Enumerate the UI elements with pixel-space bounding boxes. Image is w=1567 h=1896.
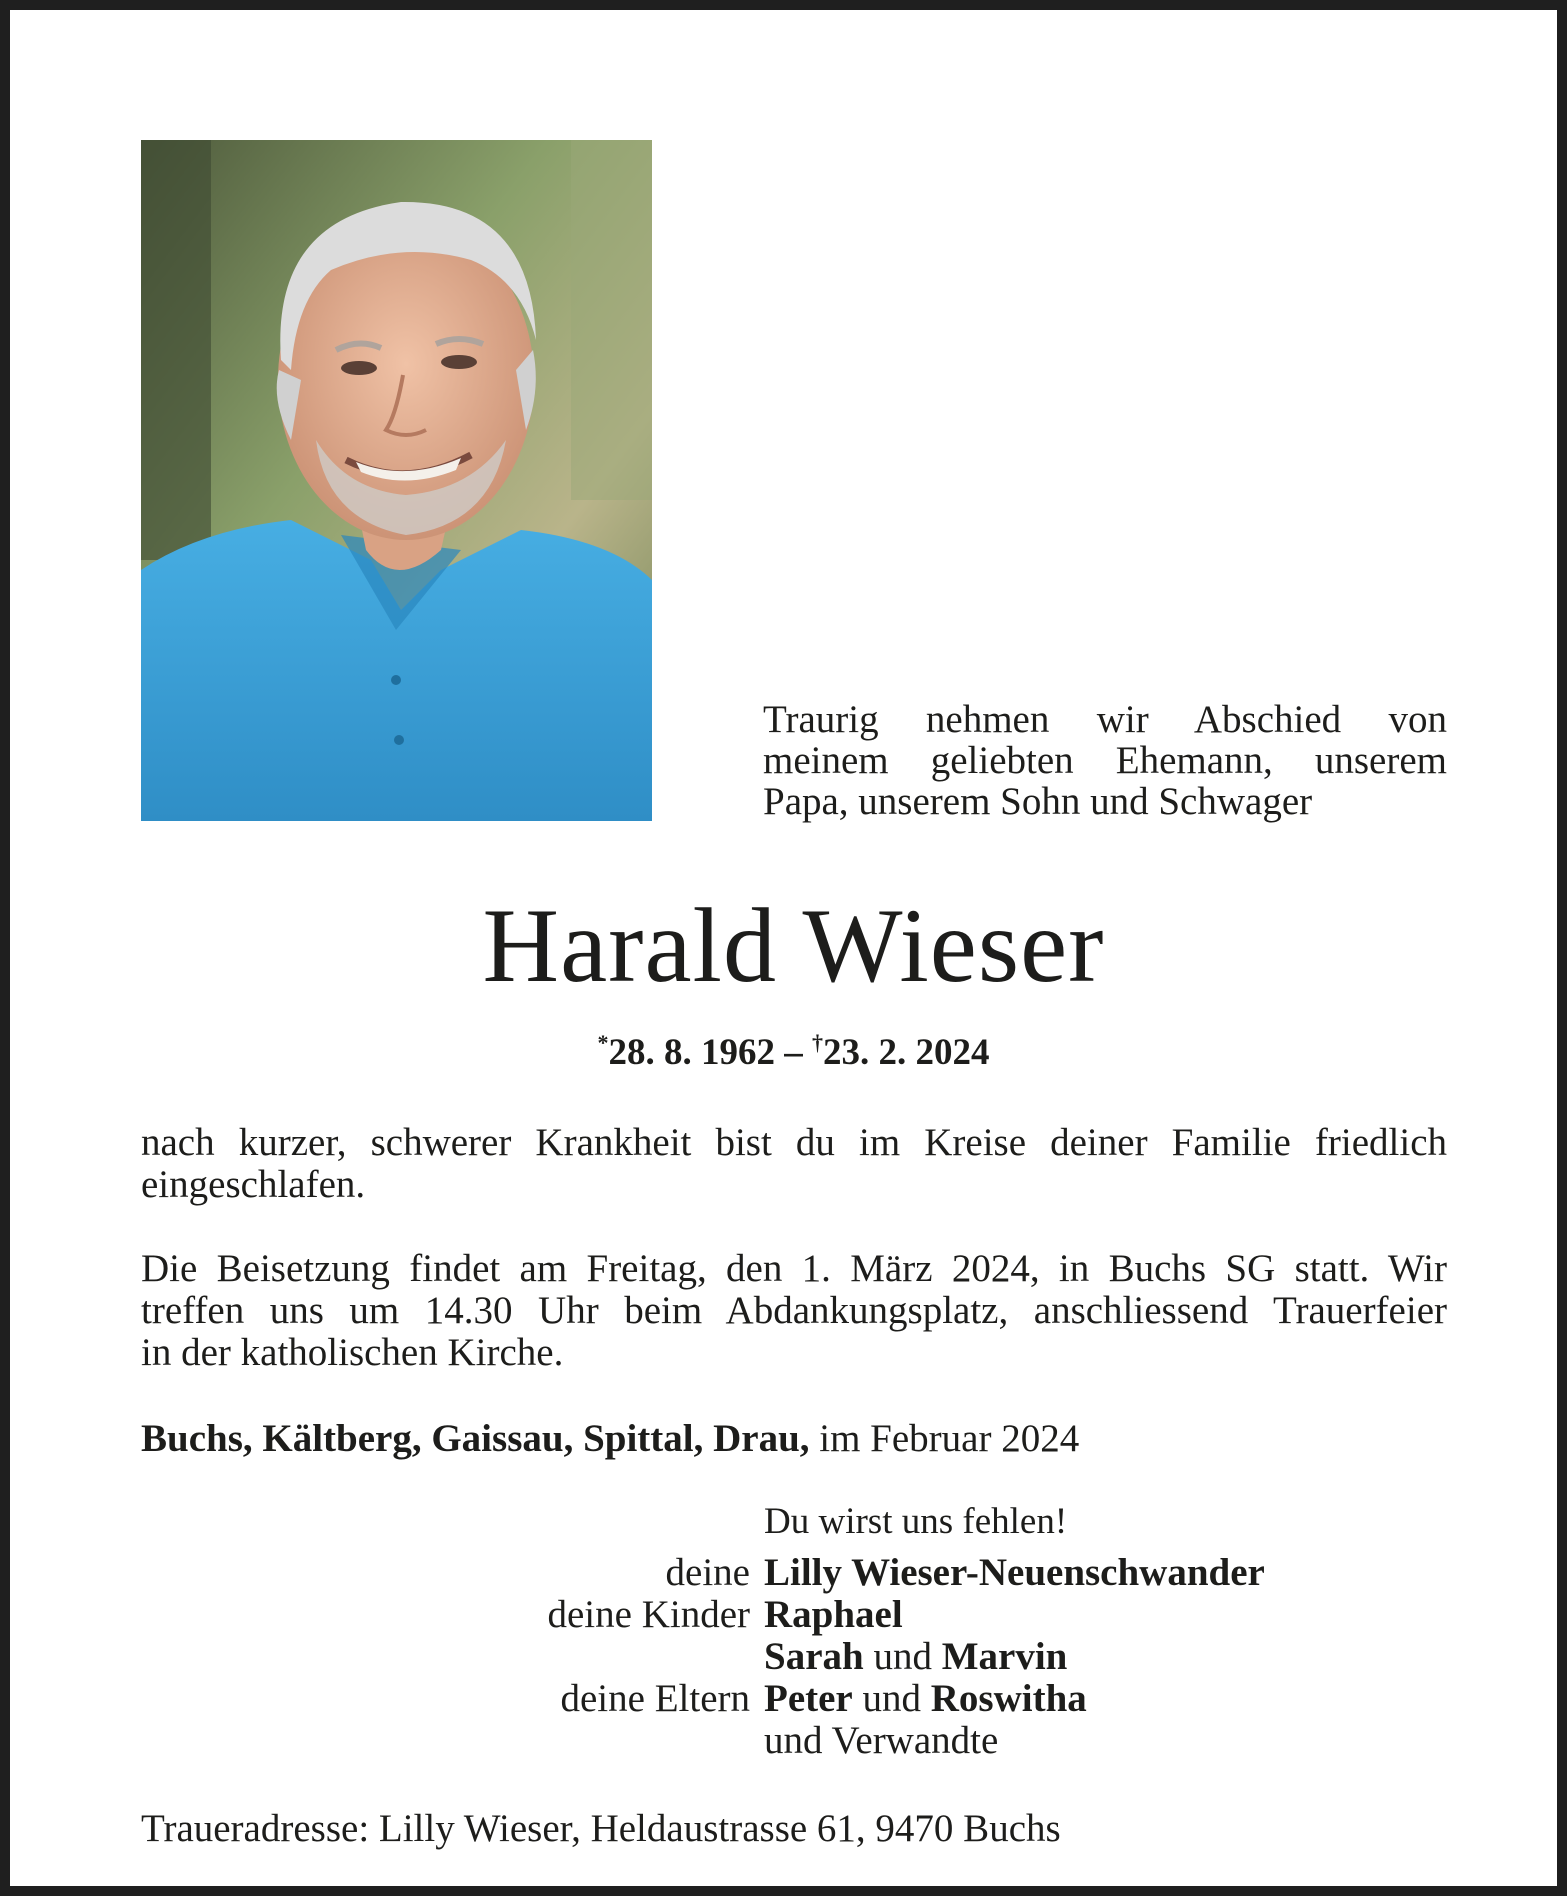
relation-label: deine Kinder bbox=[547, 1593, 750, 1636]
death-symbol: † bbox=[812, 1030, 823, 1055]
child-name: Marvin bbox=[941, 1635, 1068, 1678]
paragraph-line: in der katholischen Kirche. bbox=[141, 1331, 564, 1374]
paragraph-line: eingeschlafen. bbox=[141, 1163, 366, 1206]
intro-text bbox=[763, 699, 1447, 822]
paragraph-line: nach kurzer, schwerer Krankheit bist du im Kreise deiner Familie friedlich bbox=[141, 1121, 1447, 1164]
farewell-line: Du wirst uns fehlen! bbox=[764, 1501, 1068, 1542]
paragraph-line: Die Beisetzung findet am Freitag, den 1. März 2024, in Buchs SG statt. Wir bbox=[141, 1247, 1447, 1290]
family-list bbox=[450, 1552, 1265, 1762]
conjunction: und bbox=[862, 1677, 921, 1720]
birth-symbol: * bbox=[597, 1030, 609, 1055]
paragraph-line: treffen uns um 14.30 Uhr beim Abdankungsplatz, anschliessend Trauerfeier bbox=[141, 1289, 1447, 1332]
intro-line: Traurig nehmen wir Abschied von bbox=[763, 698, 1447, 741]
relatives-label: und Verwandte bbox=[764, 1719, 999, 1762]
death-date: 23. 2. 2024 bbox=[823, 1032, 990, 1073]
life-dates bbox=[10, 1021, 1567, 1075]
family-row-wife bbox=[450, 1552, 1265, 1594]
passing-paragraph bbox=[141, 1122, 1447, 1206]
parent-name: Peter bbox=[764, 1677, 853, 1720]
family-row-parents bbox=[450, 1678, 1265, 1720]
portrait-photo-icon bbox=[141, 140, 652, 821]
child-name: Raphael bbox=[764, 1593, 903, 1636]
portrait-photo bbox=[141, 140, 652, 821]
places: Buchs, Kältberg, Gaissau, Spittal, Drau, bbox=[141, 1417, 810, 1460]
date-separator: – bbox=[775, 1032, 812, 1073]
funeral-paragraph bbox=[141, 1248, 1447, 1374]
relation-label: deine bbox=[665, 1551, 750, 1594]
mourning-address: Traueradresse: Lilly Wieser, Heldaustrasse 61, 9470 Buchs bbox=[141, 1807, 1061, 1850]
place-date-line bbox=[141, 1417, 1079, 1461]
birth-date: 28. 8. 1962 bbox=[608, 1032, 775, 1073]
intro-line: Papa, unserem Sohn und Schwager bbox=[763, 780, 1313, 823]
deceased-name: Harald Wieser bbox=[482, 887, 1105, 1004]
intro-line: meinem geliebten Ehemann, unserem bbox=[763, 739, 1447, 782]
relation-label: deine Eltern bbox=[560, 1677, 750, 1720]
conjunction: und bbox=[873, 1635, 932, 1678]
wife-name: Lilly Wieser-Neuenschwander bbox=[764, 1551, 1265, 1594]
child-name: Sarah bbox=[764, 1635, 864, 1678]
month-date: im Februar 2024 bbox=[819, 1417, 1080, 1460]
family-row-kids bbox=[450, 1594, 1265, 1636]
family-row-relatives bbox=[450, 1720, 1265, 1762]
family-row-kids-2 bbox=[450, 1636, 1265, 1678]
parent-name: Roswitha bbox=[930, 1677, 1087, 1720]
